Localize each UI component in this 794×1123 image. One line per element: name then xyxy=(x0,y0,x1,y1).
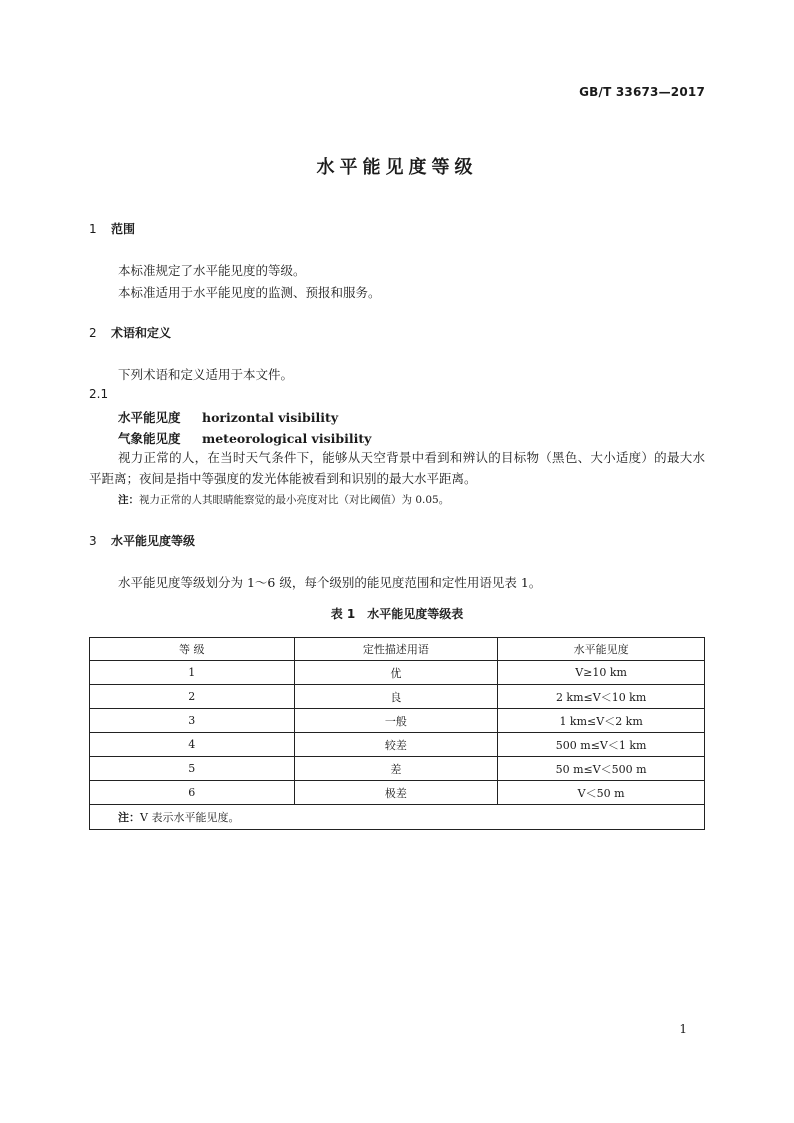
cell-visibility: V≥10 km xyxy=(498,661,705,685)
definition-text: 视力正常的人，在当时天气条件下，能够从天空背景中看到和辨认的目标物（黑色、大小适度）的最大水平距离；夜间是指中等强度的发光体能被看到和识别的最大水平距离。 xyxy=(89,450,705,486)
header-visibility: 水平能见度 xyxy=(498,638,705,661)
note-label: 注： xyxy=(118,494,139,506)
cell-visibility: 50 m≤V＜500 m xyxy=(498,757,705,781)
term-meteorological-visibility xyxy=(118,429,371,447)
cell-description: 较差 xyxy=(294,733,498,757)
section-2-number: 2 xyxy=(89,326,97,340)
table-header-row xyxy=(90,638,705,661)
table-row xyxy=(90,661,705,685)
section-3-heading xyxy=(89,532,195,549)
cell-grade: 4 xyxy=(90,733,295,757)
section-1-heading xyxy=(89,220,135,237)
cell-description: 良 xyxy=(294,685,498,709)
header-grade: 等 级 xyxy=(90,638,295,661)
section-2-intro: 下列术语和定义适用于本文件。 xyxy=(118,367,294,382)
table-note xyxy=(90,805,705,830)
cell-visibility: V＜50 m xyxy=(498,781,705,805)
table-row xyxy=(90,733,705,757)
table-note-row xyxy=(90,805,705,830)
term-horizontal-visibility xyxy=(118,408,338,426)
cell-description: 差 xyxy=(294,757,498,781)
definition-note xyxy=(118,492,449,507)
clause-2-1-number: 2.1 xyxy=(89,387,109,401)
cell-grade: 6 xyxy=(90,781,295,805)
table-note-label: 注： xyxy=(118,811,140,824)
section-3-title: 水平能见度等级 xyxy=(111,534,196,548)
section-1-title: 范围 xyxy=(111,222,136,236)
term-zh: 水平能见度 xyxy=(118,410,181,425)
table-row xyxy=(90,685,705,709)
table-row xyxy=(90,781,705,805)
table-caption: 表 1 水平能见度等级表 xyxy=(330,607,464,621)
page-number: 1 xyxy=(679,1022,687,1036)
section-2-heading xyxy=(89,324,171,341)
page-title: 水平能见度等级 xyxy=(316,157,478,178)
term-en: horizontal visibility xyxy=(202,410,339,425)
cell-grade: 1 xyxy=(90,661,295,685)
cell-description: 优 xyxy=(294,661,498,685)
cell-description: 极差 xyxy=(294,781,498,805)
note-text: 视力正常的人其眼睛能察觉的最小亮度对比（对比阈值）为 0.05。 xyxy=(139,494,450,506)
header-description: 定性描述用语 xyxy=(294,638,498,661)
table-row xyxy=(90,709,705,733)
section-3-paragraph: 水平能见度等级划分为 1～6 级，每个级别的能见度范围和定性用语见表 1。 xyxy=(118,575,542,590)
cell-visibility: 1 km≤V＜2 km xyxy=(498,709,705,733)
cell-grade: 2 xyxy=(90,685,295,709)
cell-grade: 5 xyxy=(90,757,295,781)
section-1-paragraph: 本标准规定了水平能见度的等级。 xyxy=(118,263,306,278)
section-3-number: 3 xyxy=(89,534,97,548)
cell-visibility: 500 m≤V＜1 km xyxy=(498,733,705,757)
cell-visibility: 2 km≤V＜10 km xyxy=(498,685,705,709)
table-row xyxy=(90,757,705,781)
visibility-grade-table xyxy=(89,637,705,830)
cell-grade: 3 xyxy=(90,709,295,733)
document-number: GB/T 33673—2017 xyxy=(579,85,705,99)
table-note-text: V 表示水平能见度。 xyxy=(140,811,240,824)
cell-description: 一般 xyxy=(294,709,498,733)
term-en: meteorological visibility xyxy=(202,431,372,446)
section-1-number: 1 xyxy=(89,222,97,236)
section-1-paragraph: 本标准适用于水平能见度的监测、预报和服务。 xyxy=(118,285,381,300)
section-2-title: 术语和定义 xyxy=(111,326,172,340)
term-zh: 气象能见度 xyxy=(118,431,181,446)
